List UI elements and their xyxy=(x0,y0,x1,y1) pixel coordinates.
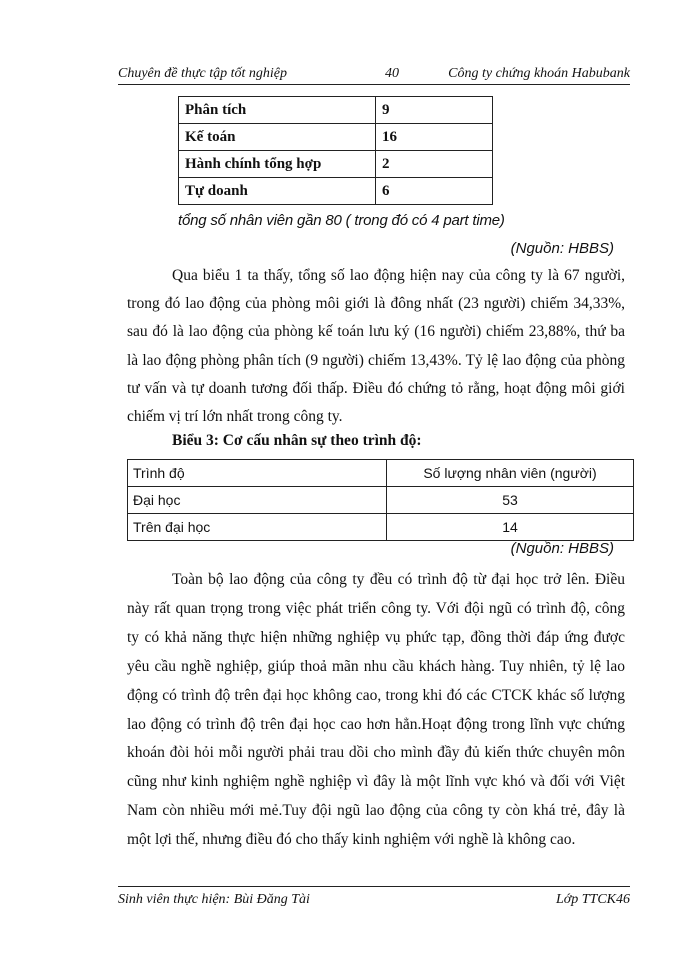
paragraph-text: Toàn bộ lao động của công ty đều có trình độ từ đại học trở lên. Điều này rất quan trọng trong việc phát triển công ty. Với đội ngũ có trình độ, công ty có khả năng thực hiện những nghiệp vụ phức tạp, đồng thời đáp ứng được yêu cầu nghề nghiệp, giúp thoả mãn nhu cầu khách hàng. Tuy nhiên, tỷ lệ lao động có trình độ trên đại học không cao, trong khi đó các CTCK khác số lượng lao động có trình độ trên đại học cao hơn hẳn.Hoạt động trong lĩnh vực chứng khoán đòi hỏi mỗi người phải trau dồi cho mình đầy đủ kiến thức chuyên môn cũng như kinh nghiệm nghề nghiệp vì đây là một lĩnh vực khó và đối với Việt Nam còn nhiều mới mẻ.Tuy đội ngũ lao động của công ty còn khá trẻ, đây là một lợi thế, nhưng điều đó cho thấy kinh nghiệm với nghề là không cao. xyxy=(127,571,625,849)
column-header: Số lượng nhân viên (người) xyxy=(387,460,634,487)
department-staff-table xyxy=(178,96,493,205)
count-cell: 53 xyxy=(387,487,634,514)
count-cell: 16 xyxy=(376,124,493,151)
header-company: Công ty chứng khoán Habubank xyxy=(448,66,630,81)
source-note: (Nguồn: HBBS) xyxy=(510,240,614,257)
table-row xyxy=(179,97,493,124)
footer-student: Sinh viên thực hiện: Bùi Đăng Tài xyxy=(118,892,310,907)
level-cell: Trên đại học xyxy=(128,514,387,541)
paragraph-text: Qua biểu 1 ta thấy, tổng số lao động hiện nay của công ty là 67 người, trong đó lao động của phòng môi giới là đông nhất (23 người) chiếm 34,33%, sau đó là lao động của phòng kế toán lưu ký (16 người) chiếm 23,88%, thứ ba là lao động phòng phân tích (9 người) chiếm 13,43%. Tỷ lệ lao động của phòng tư vấn và tự doanh tương đối thấp. Điều đó chứng tỏ rằng, hoạt động môi giới chiếm vị trí lớn nhất trong công ty. xyxy=(127,267,625,426)
header-title: Chuyên đề thực tập tốt nghiệp xyxy=(118,66,287,81)
page-footer xyxy=(118,886,630,909)
table-row xyxy=(179,151,493,178)
count-cell: 14 xyxy=(387,514,634,541)
page-header xyxy=(118,64,630,85)
dept-cell: Kế toán xyxy=(179,124,376,151)
dept-cell: Tự doanh xyxy=(179,178,376,205)
level-cell: Đại học xyxy=(128,487,387,514)
table-caption: Biểu 3: Cơ cấu nhân sự theo trình độ: xyxy=(172,432,422,449)
paragraph xyxy=(127,566,625,855)
source-note: (Nguồn: HBBS) xyxy=(510,540,614,557)
table-row xyxy=(179,178,493,205)
staff-total-note: tổng số nhân viên gần 80 ( trong đó có 4 part time) xyxy=(178,212,505,229)
table-header-row xyxy=(128,460,634,487)
dept-cell: Phân tích xyxy=(179,97,376,124)
table-row xyxy=(128,487,634,514)
education-level-table xyxy=(127,459,634,541)
page-number: 40 xyxy=(385,66,399,81)
footer-class: Lớp TTCK46 xyxy=(555,892,630,907)
paragraph xyxy=(127,262,625,431)
count-cell: 9 xyxy=(376,97,493,124)
count-cell: 2 xyxy=(376,151,493,178)
column-header: Trình độ xyxy=(128,460,387,487)
dept-cell: Hành chính tổng hợp xyxy=(179,151,376,178)
table-row xyxy=(128,514,634,541)
table-row xyxy=(179,124,493,151)
count-cell: 6 xyxy=(376,178,493,205)
